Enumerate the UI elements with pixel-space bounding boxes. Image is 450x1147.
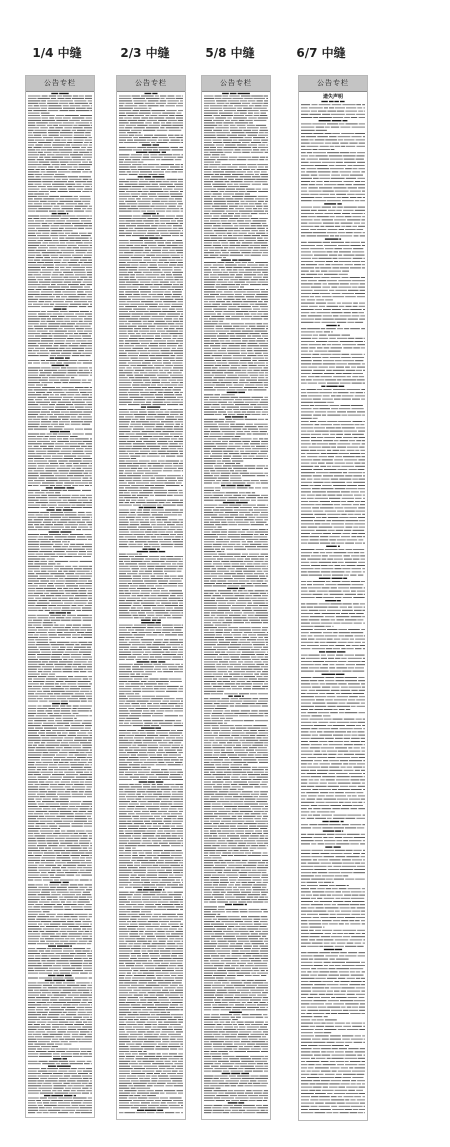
text-lines [28, 92, 92, 1114]
column-title-4: 6/7 中缝 [296, 46, 346, 60]
column-title-3: 5/8 中缝 [205, 46, 255, 60]
column-text-block [28, 92, 92, 1115]
column-text-block [119, 92, 183, 1117]
column-header: 公告专栏 [26, 76, 94, 92]
text-lines [119, 92, 183, 1116]
notice-column-2 [116, 75, 186, 1120]
column-header: 公告专栏 [117, 76, 185, 92]
column-title-2: 2/3 中缝 [120, 46, 170, 60]
notice-column-1 [25, 75, 95, 1118]
column-title-1: 1/4 中缝 [32, 46, 82, 60]
